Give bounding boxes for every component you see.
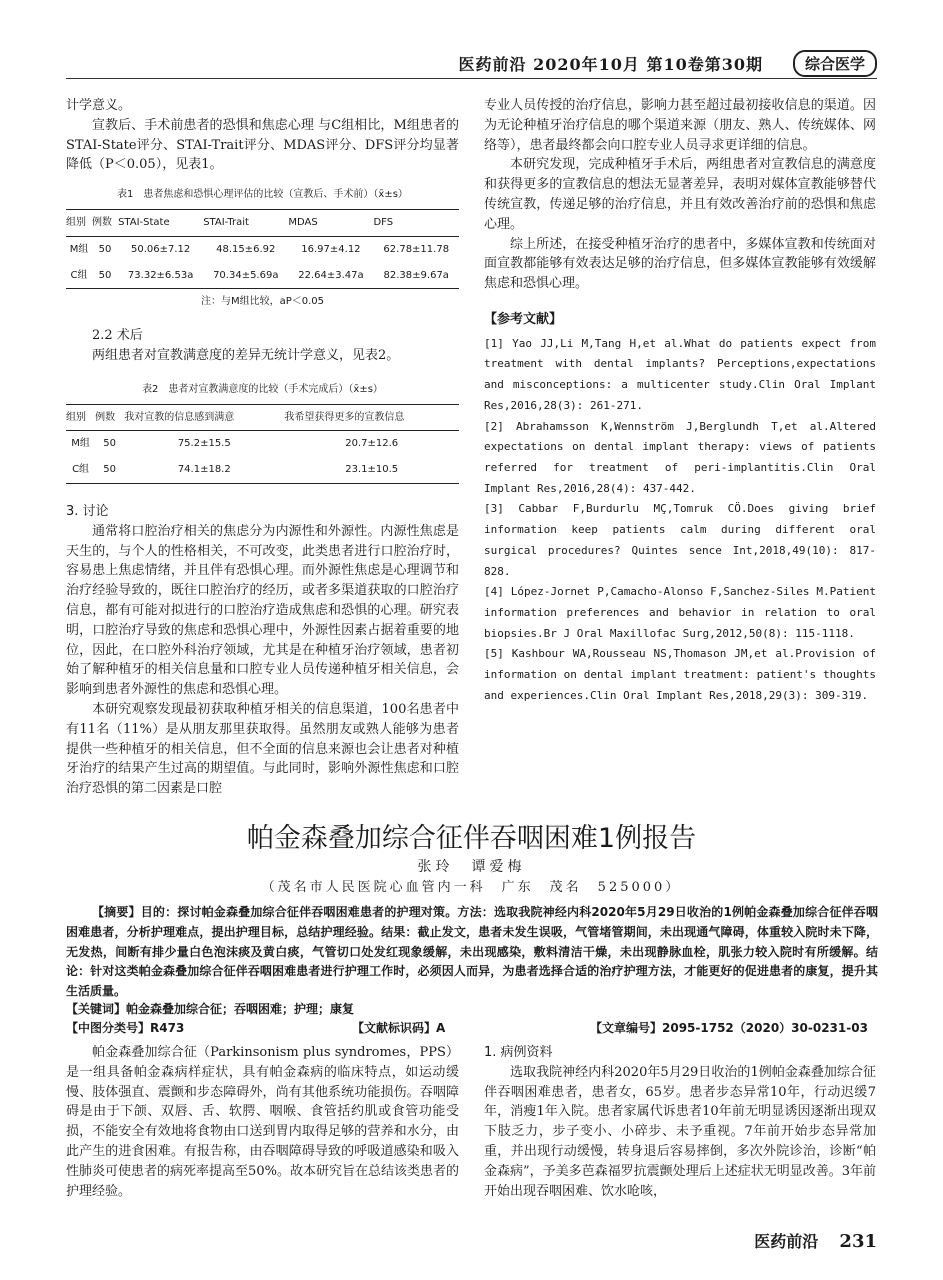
article2-left-column	[66, 1043, 459, 1201]
table2-header: 我对宣教的信息感到满意	[124, 404, 284, 431]
table1-header: STAI-Trait	[203, 209, 288, 236]
table-cell: C组	[66, 263, 92, 289]
table2-header: 我希望获得更多的宣教信息	[284, 404, 459, 431]
table1-header: DFS	[373, 209, 459, 236]
table-cell: 20.7±12.6	[345, 438, 399, 450]
table2-caption: 表2 患者对宣教满意度的比较（手术完成后）（x̄±s）	[142, 383, 383, 395]
table-cell: 22.64±3.47a	[288, 263, 373, 289]
table-cell: 70.34±5.69a	[203, 263, 288, 289]
article-abstract: 【摘要】目的：探讨帕金森叠加综合征伴吞咽困难患者的护理对策。方法：选取我院神经内科2020年5月29日收治的1例帕金森叠加综合征伴吞咽困难患者，分析护理难点，提出护理目标，总结护理经验。结果：截止发文，患者未发生误吸，气管堵管期间，未出现通气障碍，体重较入院时未下降，无发热，间断有排少量白色泡沫痰及黄白痰，气管切口处发红现象缓解，未出现感染，敷料清洁干燥，未出现静脉血栓，肌张力较入院时有所缓解。结论：针对这类帕金森叠加综合征伴吞咽困难患者进行护理工作时，必须因人而异，为患者选择合适的治疗护理方法，才能更好的促进患者的康复，提升其生活质量。	[66, 905, 878, 999]
table-cell: C组	[66, 457, 95, 483]
table-cell: M组	[69, 243, 89, 255]
table1-header: 例数	[92, 209, 118, 236]
page-footer	[754, 1229, 877, 1252]
article-keywords: 【关键词】帕金森叠加综合征；吞咽困难；护理；康复	[66, 1002, 355, 1016]
table-row	[66, 263, 459, 289]
article2-right-column	[484, 1043, 876, 1201]
table1-caption: 表1 患者焦虑和恐惧心理评估的比较（宣教后、手术前）（x̄±s）	[117, 189, 408, 201]
table-cell: 82.38±9.67a	[373, 263, 459, 289]
table1-header: MDAS	[288, 209, 373, 236]
reference-item: [5] Kashbour WA,Rousseau NS,Thomason JM,et al.Provision of information on dental implant treatment: patient's thoughts and experiences.Clin Oral Implant Res,2018,29(3): 309-319.	[484, 647, 876, 702]
result-paragraph: 宣教后、手术前患者的恐惧和焦虑心理 与C组相比，M组患者的STAI-State评分、STAI-Trait评分、MDAS评分、DFS评分均显著降低（P＜0.05），见表1。	[66, 117, 459, 173]
table-cell: 50.06±7.12	[130, 243, 191, 255]
table-row	[66, 431, 459, 457]
table-cell: 62.78±11.78	[383, 243, 450, 255]
article2-intro: 帕金森叠加综合征（Parkinsonism plus syndromes，PPS）是一组具备帕金森病样症状，具有帕金森病的临床特点，如运动缓慢、肢体强直、震颤和步态障碍外，尚有其他系统功能损伤。吞咽障碍是由于下颌、双唇、舌、软腭、咽喉、食管括约肌或食管功能受损，不能安全有效地将食物由口送到胃内取得足够的营养和水分，由此产生的进食困难。有报告称，由吞咽障碍导致的呼吸道感染和吸入性肺炎可使患者的病死率提高至50%。故本研究旨在总结该类患者的护理经验。	[66, 1045, 459, 1199]
discussion-paragraph: 通常将口腔治疗相关的焦虑分为内源性和外源性。内源性焦虑是天生的，与个人的性格相关，不可改变，此类患者进行口腔治疗时，容易患上焦虑情绪，并且伴有恐惧心理。而外源性焦虑是心理调节和治疗经验导致的，既往口腔治疗的经历，或者多渠道获取的口腔治疗信息，都有可能对拟进行的口腔治疗造成焦虑和恐惧的心理。研究表明，口腔治疗导致的焦虑和恐惧心理中，外源性因素占据着重要的地位，因此，在口腔外科治疗领域，尤其是在种植牙治疗领域，患者初始了解种植牙的相关信息量和口腔专业人员传递种植牙相关信息，会影响到患者外源性的焦虑和恐惧心理。	[66, 523, 459, 698]
table-cell: 74.1±18.2	[124, 457, 284, 483]
table-row	[66, 457, 459, 483]
intro-tail: 计学意义。	[66, 98, 132, 113]
table1-note: 注：与M组比较，aP＜0.05	[200, 296, 325, 308]
reference-item: [2] Abrahamsson K,Wennström J,Berglundh T,et al.Altered expectations on dental implant therapy: views of patients referred for treatment of peri-implantitis.Clin Oral Implant Res,2016,28(4): 437-442.	[484, 419, 876, 495]
table-cell: M组	[71, 438, 90, 450]
article-number: 【文章编号】2095-1752（2020）30-0231-03	[590, 1021, 868, 1035]
document-code: 【文献标识码】A	[352, 1021, 446, 1035]
article-authors: 张玲 谭爱梅	[417, 859, 526, 875]
section-badge: 综合医学	[793, 50, 877, 77]
table-cell: 75.2±15.5	[177, 438, 231, 450]
table1	[66, 209, 459, 289]
table-cell: 50	[98, 243, 112, 255]
table-cell: 23.1±10.5	[284, 457, 459, 483]
references-title: 【参考文献】	[484, 311, 563, 327]
table-cell: 50	[95, 457, 124, 483]
table2	[66, 404, 459, 484]
table-cell: 50	[92, 263, 118, 289]
left-column	[66, 96, 459, 799]
header-rule	[66, 78, 877, 79]
table-cell: 48.15±6.92	[216, 243, 276, 255]
table2-header: 例数	[95, 404, 124, 431]
journal-info: 医药前沿 2020年10月 第10卷第30期	[458, 55, 763, 74]
page-number: 231	[839, 1231, 877, 1252]
case-paragraph: 选取我院神经内科2020年5月29日收治的1例帕金森叠加综合征伴吞咽困难患者，患者女，65岁。患者步态异常10年，行动迟缓7年，消瘦1年入院。患者家属代诉患者10年前无明显诱因逐渐出现双下肢乏力，步子变小、小碎步、未予重视。7年前开始步态异常加重，并出现行动缓慢，转身退后容易摔倒，多次外院诊治，诊断“帕金森病”，予美多芭森福罗抗震颤处理后上述症状无明显改善。3年前开始出现吞咽困难、饮水呛咳，	[484, 1064, 876, 1199]
conclusion-paragraph: 综上所述，在接受种植牙治疗的患者中，多媒体宣教和传统面对面宣教都能够有效表达足够的治疗信息，但多媒体宣教能够有效缓解焦虑和恐惧心理。	[484, 236, 876, 292]
footer-journal: 医药前沿	[754, 1232, 819, 1251]
table-cell: 73.32±6.53a	[118, 263, 203, 289]
table1-header: STAI-State	[118, 209, 203, 236]
discussion-paragraph: 本研究观察发现最初获取种植牙相关的信息渠道，100名患者中有11名（11%）是从朋友那里获取得。虽然朋友或熟人能够为患者提供一些种植牙的相关信息，但不全面的信息来源也会让患者对种植牙治疗的结果产生过高的期望值。与此同时，影响外源性焦虑和口腔治疗恐惧的第二因素是口腔	[66, 701, 459, 797]
section-2-2-title: 2.2 术后	[92, 328, 143, 344]
table1-header: 组别	[66, 209, 92, 236]
discussion-continued: 专业人员传授的治疗信息，影响力甚至超过最初接收信息的渠道。因为无论种植牙治疗信息的哪个渠道来源（朋友、熟人、传统媒体、网络等），患者最终都会向口腔专业人员寻求更详细的信息。	[484, 98, 876, 153]
clc-number: 【中图分类号】R473	[66, 1021, 185, 1035]
discussion-paragraph: 本研究发现，完成种植牙手术后，两组患者对宣教信息的满意度和获得更多的宣教信息的想法无显著差异，表明对媒体宣教能够替代传统宣教，传递足够的治疗信息，并且有效改善治疗前的恐惧和焦虑心理。	[484, 157, 876, 232]
reference-item: [1] Yao JJ,Li M,Tang H,et al.What do patients expect from treatment with dental implants? Perceptions,expectations and misconceptions: a multicenter study.Clin Oral Implant Res,2016,28(3): 261-271.	[484, 336, 876, 412]
section-3-title: 3. 讨论	[66, 503, 109, 519]
reference-item: [4] López-Jornet P,Camacho-Alonso F,Sanchez-Siles M.Patient information preferences and behavior in relation to oral biopsies.Br J Oral Maxillofac Surg,2012,50(8): 115-1118.	[484, 585, 876, 640]
case-section-title: 1. 病例资料	[484, 1045, 553, 1060]
table-cell: 50	[103, 438, 117, 450]
article-title: 帕金森叠加综合征伴吞咽困难1例报告	[246, 823, 697, 854]
right-column	[484, 96, 876, 706]
article-affiliation: （茂名市人民医院心血管内一科 广东 茂名 525000）	[261, 880, 682, 895]
table-cell: 16.97±4.12	[301, 243, 361, 255]
section-2-2-text: 两组患者对宣教满意度的差异无统计学意义，见表2。	[92, 347, 400, 363]
table-row	[66, 236, 459, 262]
table2-header: 组别	[66, 404, 95, 431]
reference-item: [3] Cabbar F,Burdurlu MÇ,Tomruk CÖ.Does giving brief information keep patients calm during different oral surgical procedures? Quintes sence Int,2018,49(10): 817-828.	[484, 502, 876, 578]
